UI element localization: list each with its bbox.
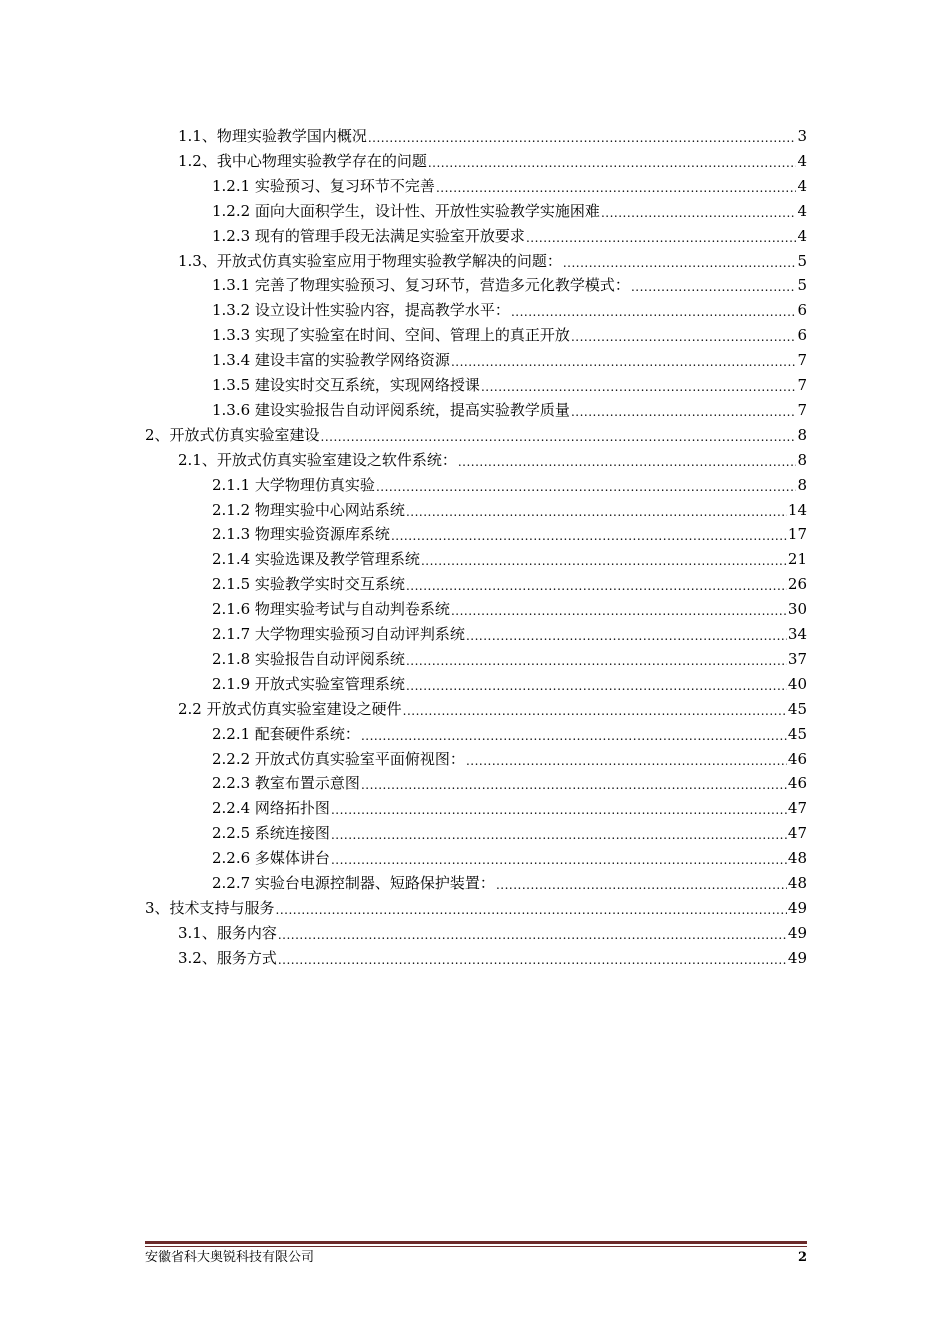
toc-entry-label: 1.3.4 建设丰富的实验教学网络资源 bbox=[212, 351, 450, 370]
footer-page-number: 2 bbox=[797, 1250, 807, 1265]
toc-entry[interactable] bbox=[212, 498, 807, 522]
toc-dot-leader bbox=[331, 800, 787, 820]
toc-entry-label: 1.3.5 建设实时交互系统，实现网络授课 bbox=[212, 376, 480, 394]
toc-entry-page: 48 bbox=[787, 874, 807, 892]
toc-dot-leader bbox=[368, 128, 797, 148]
toc-entry-page: 34 bbox=[787, 625, 807, 643]
toc-entry[interactable] bbox=[178, 448, 807, 472]
toc-entry[interactable] bbox=[212, 647, 807, 671]
toc-entry-label: 1.2、我中心物理实验教学存在的问题 bbox=[178, 151, 427, 170]
toc-entry[interactable] bbox=[212, 473, 807, 497]
toc-entry[interactable] bbox=[212, 747, 807, 771]
toc-entry[interactable] bbox=[212, 398, 807, 422]
toc-dot-leader bbox=[526, 228, 797, 248]
toc-entry-label: 2.2.6 多媒体讲台 bbox=[212, 849, 330, 868]
toc-entry[interactable] bbox=[145, 423, 807, 447]
toc-entry[interactable] bbox=[178, 149, 807, 173]
toc-dot-leader bbox=[278, 950, 787, 970]
toc-entry-label: 2.1、开放式仿真实验室建设之软件系统： bbox=[178, 450, 457, 469]
toc-dot-leader bbox=[458, 452, 797, 472]
toc-dot-leader bbox=[331, 850, 787, 870]
toc-entry-label: 3.2、服务方式 bbox=[178, 948, 277, 967]
toc-dot-leader bbox=[361, 726, 787, 746]
toc-dot-leader bbox=[361, 775, 787, 795]
toc-entry-page: 48 bbox=[787, 849, 807, 868]
toc-dot-leader bbox=[571, 402, 797, 422]
toc-entry-label: 2.1.3 物理实验资源库系统 bbox=[212, 525, 390, 544]
toc-dot-leader bbox=[376, 477, 797, 497]
toc-entry[interactable] bbox=[145, 896, 807, 920]
toc-entry-label: 2.1.5 实验教学实时交互系统 bbox=[212, 575, 405, 594]
toc-entry[interactable] bbox=[212, 572, 807, 596]
toc-entry[interactable] bbox=[212, 373, 807, 397]
toc-entry-page: 47 bbox=[787, 824, 807, 843]
toc-entry-page: 21 bbox=[787, 550, 807, 569]
toc-entry-page: 8 bbox=[797, 475, 807, 494]
toc-entry-label: 2.2.4 网络拓扑图 bbox=[212, 799, 330, 818]
toc-entry-label: 2.2 开放式仿真实验室建设之硬件 bbox=[178, 699, 402, 718]
toc-entry-page: 49 bbox=[787, 923, 807, 942]
toc-entry-page: 5 bbox=[797, 251, 807, 270]
toc-entry[interactable] bbox=[212, 722, 807, 746]
toc-entry-label: 1.3、开放式仿真实验室应用于物理实验教学解决的问题： bbox=[178, 251, 562, 270]
toc-dot-leader bbox=[391, 526, 787, 546]
toc-entry-page: 4 bbox=[797, 201, 807, 220]
toc-entry-page: 4 bbox=[797, 151, 807, 170]
toc-entry-label: 2.1.4 实验选课及教学管理系统 bbox=[212, 550, 420, 569]
toc-entry[interactable] bbox=[212, 199, 807, 223]
toc-entry-label: 3.1、服务内容 bbox=[178, 923, 277, 942]
toc-entry-page: 5 bbox=[797, 276, 807, 295]
toc-entry-page: 17 bbox=[787, 525, 807, 544]
toc-entry-page: 26 bbox=[787, 575, 807, 594]
toc-dot-leader bbox=[406, 676, 787, 696]
toc-dot-leader bbox=[436, 178, 797, 198]
toc-entry[interactable] bbox=[212, 273, 807, 297]
toc-entry-page: 47 bbox=[787, 799, 807, 818]
toc-entry[interactable] bbox=[212, 672, 807, 696]
toc-entry[interactable] bbox=[212, 622, 807, 646]
toc-entry-label: 2.1.1 大学物理仿真实验 bbox=[212, 475, 375, 494]
toc-entry[interactable] bbox=[212, 771, 807, 795]
toc-entry[interactable] bbox=[212, 348, 807, 372]
toc-entry-page: 6 bbox=[797, 326, 807, 345]
toc-dot-leader bbox=[321, 427, 797, 447]
toc-entry[interactable] bbox=[212, 821, 807, 845]
toc-dot-leader bbox=[571, 327, 797, 347]
toc-entry-label: 1.2.1 实验预习、复习环节不完善 bbox=[212, 176, 435, 195]
toc-dot-leader bbox=[278, 925, 787, 945]
toc-entry[interactable] bbox=[212, 871, 807, 895]
toc-entry[interactable] bbox=[212, 522, 807, 546]
toc-entry-page: 45 bbox=[787, 699, 807, 718]
toc-dot-leader bbox=[481, 377, 797, 397]
toc-dot-leader bbox=[331, 825, 787, 845]
toc-entry-label: 2.1.9 开放式实验室管理系统 bbox=[212, 674, 405, 693]
toc-entry-page: 37 bbox=[787, 649, 807, 668]
toc-entry[interactable] bbox=[178, 124, 807, 148]
toc-entry-page: 7 bbox=[797, 351, 807, 370]
toc-entry-page: 30 bbox=[787, 600, 807, 619]
toc-dot-leader bbox=[511, 302, 797, 322]
toc-dot-leader bbox=[406, 502, 787, 522]
toc-entry-page: 49 bbox=[787, 948, 807, 967]
toc-entry-page: 4 bbox=[797, 226, 807, 245]
toc-entry[interactable] bbox=[212, 597, 807, 621]
footer-company-name: 安徽省科大奥锐科技有限公司 bbox=[145, 1250, 315, 1265]
toc-entry[interactable] bbox=[178, 946, 807, 970]
toc-entry-label: 2.1.2 物理实验中心网站系统 bbox=[212, 500, 405, 519]
footer-divider bbox=[145, 1241, 807, 1244]
toc-dot-leader bbox=[451, 601, 787, 621]
toc-entry-page: 4 bbox=[797, 176, 807, 195]
footer-divider-thin bbox=[145, 1246, 807, 1247]
toc-entry[interactable] bbox=[212, 174, 807, 198]
toc-dot-leader bbox=[601, 203, 797, 223]
toc-entry-label: 1.2.3 现有的管理手段无法满足实验室开放要求 bbox=[212, 226, 525, 245]
toc-entry-label: 2.2.7 实验台电源控制器、短路保护装置： bbox=[212, 874, 495, 892]
toc-dot-leader bbox=[563, 253, 797, 273]
toc-entry-label: 2.2.2 开放式仿真实验室平面俯视图： bbox=[212, 749, 465, 768]
toc-entry-label: 1.2.2 面向大面积学生，设计性、开放性实验教学实施困难 bbox=[212, 201, 600, 220]
toc-entry-page: 40 bbox=[787, 674, 807, 693]
toc-dot-leader bbox=[406, 576, 787, 596]
toc-dot-leader bbox=[631, 277, 797, 297]
toc-entry-label: 2.1.6 物理实验考试与自动判卷系统 bbox=[212, 600, 450, 619]
toc-entry[interactable] bbox=[212, 298, 807, 322]
toc-dot-leader bbox=[466, 626, 787, 646]
toc-entry-label: 2.1.7 大学物理实验预习自动评判系统 bbox=[212, 625, 465, 643]
toc-entry-page: 46 bbox=[787, 774, 807, 793]
toc-entry-label: 3、技术支持与服务 bbox=[145, 898, 275, 917]
toc-entry-label: 2.2.5 系统连接图 bbox=[212, 824, 330, 843]
toc-dot-leader bbox=[276, 900, 787, 920]
toc-entry[interactable] bbox=[178, 921, 807, 945]
toc-entry[interactable] bbox=[178, 249, 807, 273]
toc-entry-label: 1.1、物理实验教学国内概况 bbox=[178, 127, 367, 145]
toc-dot-leader bbox=[406, 651, 787, 671]
toc-entry-page: 49 bbox=[787, 898, 807, 917]
toc-entry-page: 8 bbox=[797, 425, 807, 444]
toc-entry-label: 2、开放式仿真实验室建设 bbox=[145, 425, 320, 444]
toc-entry[interactable] bbox=[178, 697, 807, 721]
toc-entry-label: 1.3.2 设立设计性实验内容，提高教学水平： bbox=[212, 301, 510, 320]
toc-entry-label: 1.3.6 建设实验报告自动评阅系统，提高实验教学质量 bbox=[212, 400, 570, 419]
toc-entry[interactable] bbox=[212, 323, 807, 347]
toc-entry[interactable] bbox=[212, 547, 807, 571]
toc-entry-page: 45 bbox=[787, 724, 807, 743]
toc-dot-leader bbox=[451, 352, 797, 372]
toc-entry-page: 46 bbox=[787, 749, 807, 768]
toc-dot-leader bbox=[403, 701, 787, 721]
toc-entry-label: 1.3.3 实现了实验室在时间、空间、管理上的真正开放 bbox=[212, 326, 570, 345]
toc-entry-label: 2.2.3 教室布置示意图 bbox=[212, 774, 360, 793]
toc-dot-leader bbox=[496, 875, 787, 895]
toc-entry-label: 2.2.1 配套硬件系统： bbox=[212, 724, 360, 743]
toc-entry-page: 3 bbox=[797, 127, 807, 145]
toc-dot-leader bbox=[428, 153, 797, 173]
toc-entry-page: 7 bbox=[797, 376, 807, 394]
toc-dot-leader bbox=[421, 551, 787, 571]
toc-entry-page: 6 bbox=[797, 301, 807, 320]
toc-entry-page: 7 bbox=[797, 400, 807, 419]
toc-entry-label: 2.1.8 实验报告自动评阅系统 bbox=[212, 649, 405, 668]
toc-entry[interactable] bbox=[212, 846, 807, 870]
toc-entry-label: 1.3.1 完善了物理实验预习、复习环节，营造多元化教学模式： bbox=[212, 276, 630, 295]
toc-entry[interactable] bbox=[212, 796, 807, 820]
toc-entry-page: 8 bbox=[797, 450, 807, 469]
toc-dot-leader bbox=[466, 751, 787, 771]
toc-entry-page: 14 bbox=[787, 500, 807, 519]
toc-entry[interactable] bbox=[212, 224, 807, 248]
